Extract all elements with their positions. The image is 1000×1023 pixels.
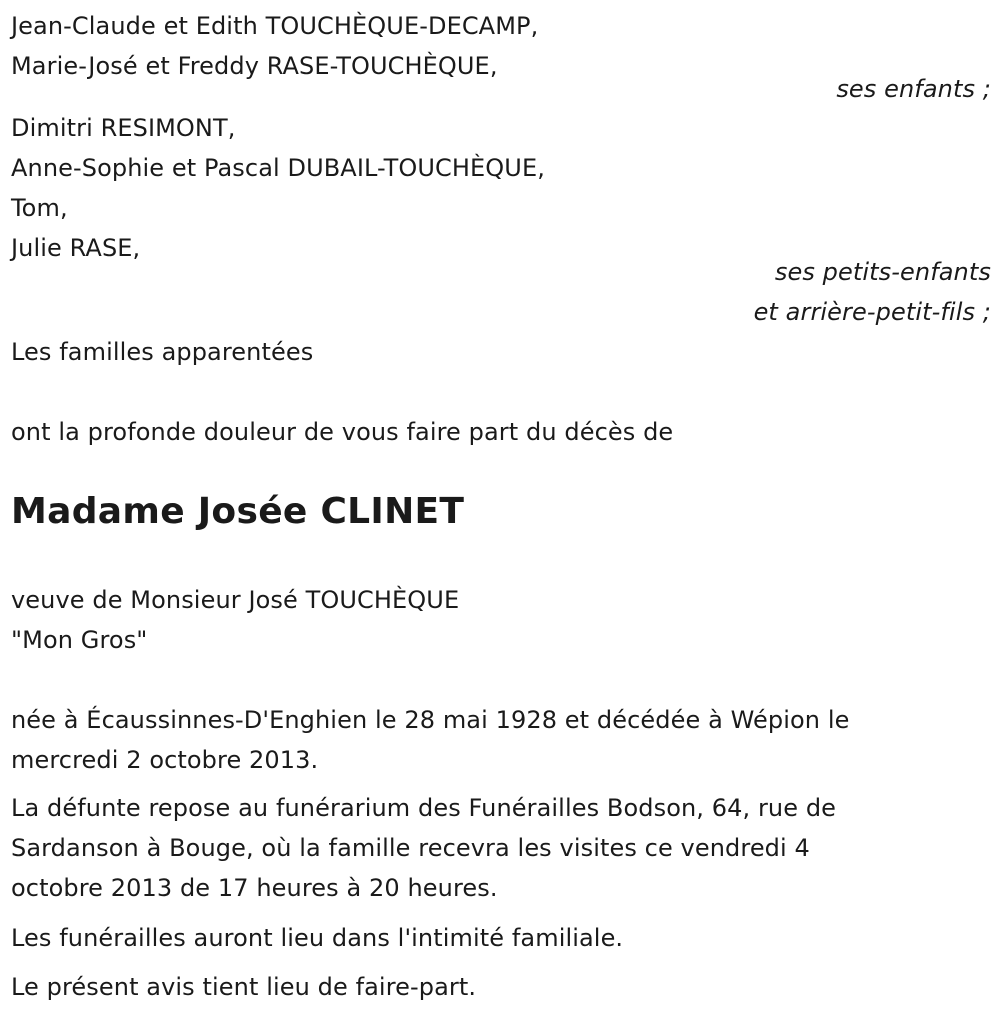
birth-death-paragraph <box>11 700 849 780</box>
child-line-1: Jean-Claude et Edith TOUCHÈQUE-DECAMP, <box>11 12 539 40</box>
funeral-info: Les funérailles auront lieu dans l'intimité familiale. <box>11 924 624 952</box>
notice-text: Le présent avis tient lieu de faire-part. <box>11 973 477 1001</box>
visitation-line-3: octobre 2013 de 17 heures à 20 heures. <box>11 874 498 902</box>
widow-of: veuve de Monsieur José TOUCHÈQUE <box>11 586 460 614</box>
visitation-line-2: Sardanson à Bouge, où la famille recevra les visites ce vendredi 4 <box>11 834 810 862</box>
visitation-line-1: La défunte repose au funérarium des Funérailles Bodson, 64, rue de <box>11 794 837 822</box>
grandchild-line-1: Dimitri RESIMONT, <box>11 114 236 142</box>
visitation-paragraph <box>11 788 836 908</box>
announcement: ont la profonde douleur de vous faire part du décès de <box>11 418 674 446</box>
related-families: Les familles apparentées <box>11 338 314 366</box>
deceased-name: Madame Josée CLINET <box>11 491 465 532</box>
grandchildren-role-1: ses petits-enfants <box>774 258 991 286</box>
children-role: ses enfants ; <box>836 75 991 103</box>
grandchild-line-3: Tom, <box>11 194 68 222</box>
grandchildren-role-2: et arrière-petit-fils ; <box>753 298 991 326</box>
birth-death-line-2: mercredi 2 octobre 2013. <box>11 746 319 774</box>
grandchild-line-4: Julie RASE, <box>11 234 141 262</box>
grandchildren-list <box>11 108 991 268</box>
child-line-2: Marie-José et Freddy RASE-TOUCHÈQUE, <box>11 52 498 80</box>
birth-death-line-1: née à Écaussinnes-D'Enghien le 28 mai 1928 et décédée à Wépion le <box>11 706 850 734</box>
nickname: "Mon Gros" <box>11 626 148 654</box>
grandchild-line-2: Anne-Sophie et Pascal DUBAIL-TOUCHÈQUE, <box>11 154 545 182</box>
